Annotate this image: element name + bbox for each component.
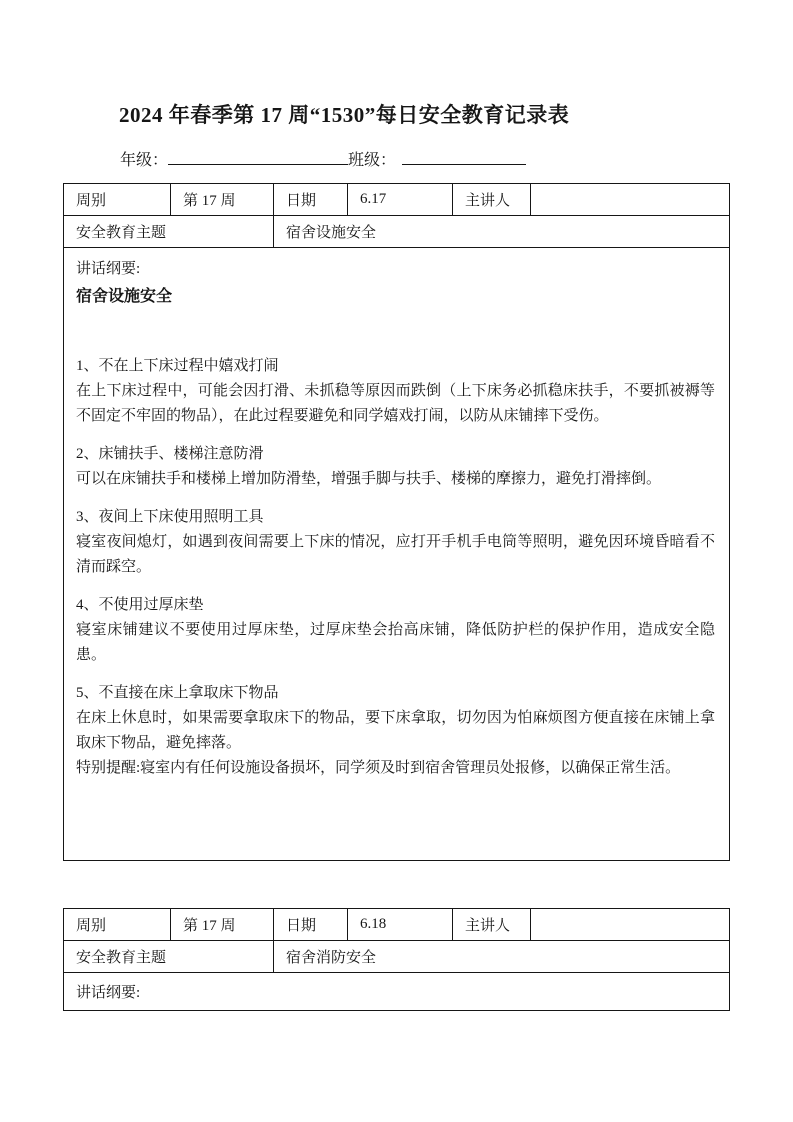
record-table-june-18	[63, 908, 730, 1011]
outline-section-1	[76, 354, 715, 429]
outline-label: 讲话纲要:	[76, 261, 141, 277]
outline-section-2	[76, 442, 715, 492]
date-label-cell: 日期	[274, 909, 348, 941]
section-title: 3、夜间上下床使用照明工具	[76, 509, 264, 525]
table-row	[64, 184, 730, 216]
section-title: 4、不使用过厚床垫	[76, 597, 204, 613]
date-label-cell: 日期	[274, 184, 348, 216]
week-label-cell: 周别	[64, 184, 171, 216]
date-value-cell: 6.17	[348, 184, 453, 216]
week-label-cell: 周别	[64, 909, 171, 941]
section-body: 寝室床铺建议不要使用过厚床垫，过厚床垫会抬高床铺，降低防护栏的保护作用，造成安全隐患。	[76, 622, 715, 663]
speaker-value-cell	[531, 184, 730, 216]
record-table-june-17	[63, 183, 730, 861]
topic-value-cell: 宿舍消防安全	[274, 941, 730, 973]
outline-section-4	[76, 593, 715, 668]
speaker-label-cell: 主讲人	[453, 909, 531, 941]
table-row	[64, 973, 730, 1011]
week-value-cell: 第 17 周	[171, 184, 274, 216]
outline-section-5	[76, 681, 715, 756]
outline-cell	[64, 248, 730, 861]
outline-cell: 讲话纲要:	[64, 973, 730, 1011]
section-body: 在床上休息时，如果需要拿取床下的物品，要下床拿取，切勿因为怕麻烦图方便直接在床铺上拿取床下物品，避免摔落。	[76, 710, 715, 751]
date-value-cell: 6.18	[348, 909, 453, 941]
table-row	[64, 909, 730, 941]
section-title: 1、不在上下床过程中嬉戏打闹	[76, 358, 279, 374]
topic-value-cell: 宿舍设施安全	[274, 216, 730, 248]
outline-section-3	[76, 505, 715, 580]
speaker-label-cell: 主讲人	[453, 184, 531, 216]
section-body: 可以在床铺扶手和楼梯上增加防滑垫，增强手脚与扶手、楼梯的摩擦力，避免打滑摔倒。	[76, 471, 662, 487]
section-title: 2、床铺扶手、楼梯注意防滑	[76, 446, 264, 462]
section-body: 在上下床过程中，可能会因打滑、未抓稳等原因而跌倒（上下床务必抓稳床扶手，不要抓被褥等不固定不牢固的物品），在此过程要避免和同学嬉戏打闹，以防从床铺摔下受伤。	[76, 383, 715, 424]
speaker-value-cell	[531, 909, 730, 941]
class-blank-line	[402, 150, 526, 165]
outline-heading: 宿舍设施安全	[76, 288, 173, 305]
class-label: 班级：	[348, 152, 397, 169]
table-row	[64, 941, 730, 973]
grade-label: 年级：	[120, 152, 169, 169]
grade-class-line	[120, 150, 793, 171]
week-value-cell: 第 17 周	[171, 909, 274, 941]
section-title: 5、不直接在床上拿取床下物品	[76, 685, 279, 701]
special-reminder: 特别提醒:寝室内有任何设施设备损坏，同学须及时到宿舍管理员处报修，以确保正常生活。	[76, 760, 681, 776]
page-title: 2024 年春季第 17 周“1530”每日安全教育记录表	[119, 103, 570, 127]
section-body: 寝室夜间熄灯，如遇到夜间需要上下床的情况，应打开手机手电筒等照明，避免因环境昏暗看不清而踩空。	[76, 534, 715, 575]
table-row	[64, 216, 730, 248]
topic-label-cell: 安全教育主题	[64, 941, 274, 973]
table-row	[64, 248, 730, 861]
grade-blank-line	[168, 150, 348, 165]
topic-label-cell: 安全教育主题	[64, 216, 274, 248]
